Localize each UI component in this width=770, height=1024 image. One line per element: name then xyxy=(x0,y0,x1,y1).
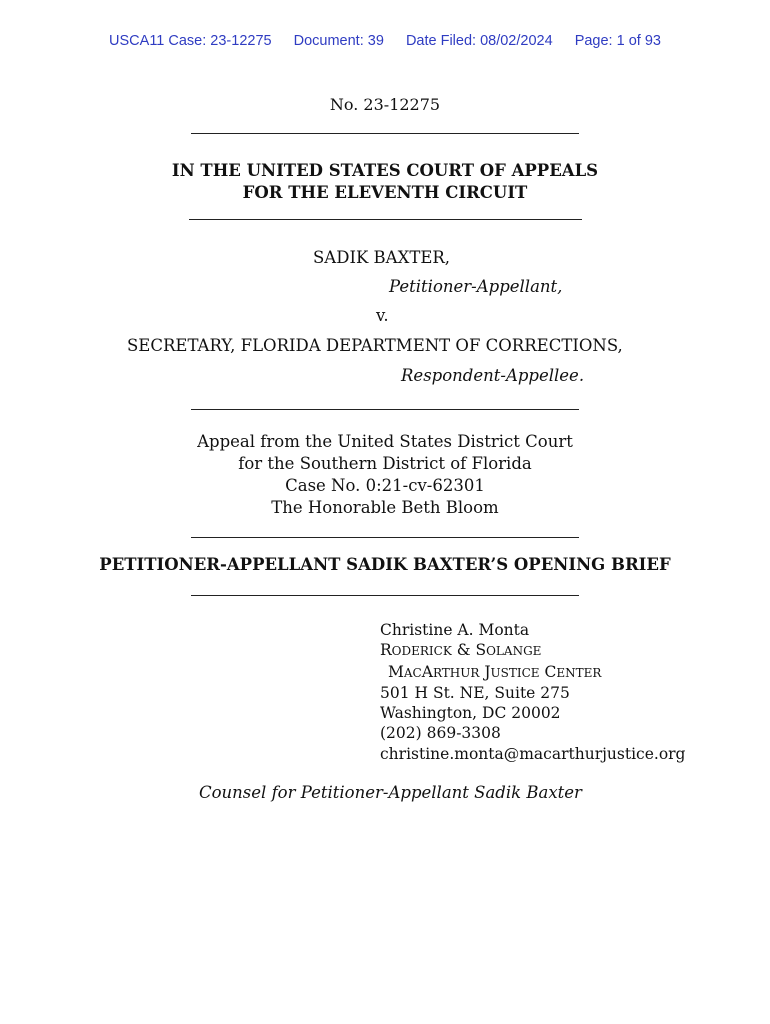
header-document-number: Document: 39 xyxy=(293,33,384,49)
header-page-count: Page: 1 of 93 xyxy=(574,33,661,49)
counsel-org-line2: MACARTHUR JUSTICE CENTER xyxy=(388,662,602,681)
appeal-case-number: Case No. 0:21-cv-62301 xyxy=(285,476,485,495)
court-caption xyxy=(0,160,770,204)
respondent-role: Respondent-Appellee. xyxy=(401,366,585,385)
header-date-filed: Date Filed: 08/02/2024 xyxy=(405,33,553,49)
appeal-line1: Appeal from the United States District Court xyxy=(197,432,573,451)
counsel-signature-block xyxy=(380,620,685,764)
court-name-line2: FOR THE ELEVENTH CIRCUIT xyxy=(242,183,528,202)
counsel-for-line: Counsel for Petitioner-Appellant Sadik Baxter xyxy=(199,783,582,802)
divider xyxy=(191,409,579,410)
divider xyxy=(191,537,579,538)
appeal-origin xyxy=(0,431,770,519)
divider xyxy=(189,219,582,220)
docket-number: No. 23-12275 xyxy=(329,95,441,114)
counsel-email: christine.monta@macarthurjustice.org xyxy=(380,744,686,763)
counsel-phone: (202) 869-3308 xyxy=(380,724,501,743)
court-name-line1: IN THE UNITED STATES COURT OF APPEALS xyxy=(171,161,599,180)
brief-title: PETITIONER-APPELLANT SADIK BAXTER’S OPENING BRIEF xyxy=(99,555,671,574)
petitioner-role: Petitioner-Appellant, xyxy=(389,277,563,296)
petitioner-name: SADIK BAXTER, xyxy=(313,248,451,267)
versus: v. xyxy=(376,306,389,325)
divider xyxy=(191,133,579,134)
pacer-header xyxy=(0,33,770,49)
appeal-judge: The Honorable Beth Bloom xyxy=(271,498,499,517)
appeal-line2: for the Southern District of Florida xyxy=(238,454,532,473)
divider xyxy=(191,595,579,596)
counsel-name: Christine A. Monta xyxy=(380,621,530,639)
respondent-name: SECRETARY, FLORIDA DEPARTMENT OF CORRECTIONS, xyxy=(127,336,623,355)
header-case-number: USCA11 Case: 23-12275 xyxy=(109,33,272,49)
counsel-org-line1: RODERICK & SOLANGE xyxy=(380,641,542,660)
counsel-address-street: 501 H St. NE, Suite 275 xyxy=(380,683,570,702)
counsel-address-city: Washington, DC 20002 xyxy=(380,704,561,723)
